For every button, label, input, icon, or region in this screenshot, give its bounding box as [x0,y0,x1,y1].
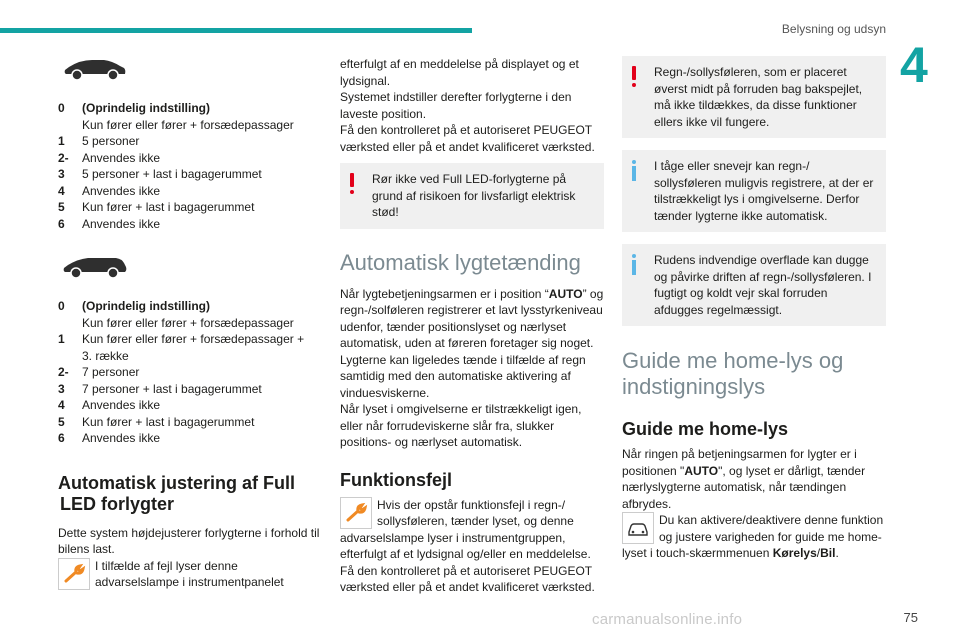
malfunction-row [340,497,604,563]
list-item [58,348,320,365]
list-value: Kun fører eller fører + forsædepassager [82,117,294,132]
list-value: 3. række [82,348,129,363]
list-key: 3 [58,167,65,181]
list-item [58,381,320,398]
list-item [58,397,320,414]
warning-box-sensor [622,56,886,138]
list-key: 1 [58,134,65,148]
info-box-condensation [622,244,886,326]
wrench-warning-icon [58,558,90,590]
list-value: Kun fører + last i bagagerummet [82,414,255,429]
heading-line-1: Automatisk justering af Full [58,472,296,493]
list-key: 6 [58,431,65,445]
list-value: Anvendes ikke [82,431,161,445]
exclamation-icon [631,66,637,88]
heading-line-2: indstigningslys [622,374,766,399]
malfunction-text: Hvis der opstår funktionsfejl i regn-/ sollysføleren, tænder lyset, og denne advarselslampe lyser i instrumentgruppen, efterfulgt af et lydsignal og/eller en meddelelse. [340,497,591,561]
car-settings-icon [622,512,654,544]
list-value: Anvendes ikke [82,216,161,231]
heading-full-led [58,473,320,515]
list-key: 0 [58,299,65,313]
list-item [58,430,320,447]
list-key: 5 [58,414,65,429]
section-title: Belysning og udsyn [781,22,886,36]
paragraph-workshop: Få den kontrolleret på et autoriseret PEUGEOT værksted eller på et andet kvalificeret værksted. [340,123,595,154]
list-value: (Oprindelig indstilling) [82,299,210,313]
subheading-guide-me-home: Guide me home-lys [622,419,789,439]
warning-text: Rør ikke ved Full LED-forlygterne på grund af risikoen for livsfarligt elektrisk stød! [372,172,576,219]
list-key: 4 [58,398,65,412]
paragraph-malfunction-workshop: Få den kontrolleret på et autoriseret PEUGEOT værksted eller på et andet kvalificeret værksted. [340,563,595,594]
list-item [58,331,320,348]
guide-setting-row: Du kan aktivere/deaktivere denne funktion og justere varigheden for guide me home-lyset i touch-skærmmenuen Kørelys/Bil. [622,513,884,560]
fault-lamp-text: I tilfælde af fejl lyser denne advarselslampe i instrumentpanelet [95,558,284,589]
column-middle [340,56,604,596]
list-value: Kun fører + last i bagagerummet [82,200,255,214]
list-key: 3 [58,381,65,396]
list-item [58,100,320,117]
warning-box-electric [340,163,604,229]
paragraph-guide-1: Når ringen på betjeningsarmen for lygter er i positionen "AUTO", og lyset er dårligt, tænder nærlyslygterne automatisk, når tændingen afbrydes. [622,447,866,511]
paragraph-lowest-position: Systemet indstiller derefter forlygterne i den laveste position. [340,90,572,121]
heading-guide-me-home [622,348,886,400]
fault-lamp-row [58,558,320,591]
list-item [58,166,320,183]
info-text: I tåge eller snevejr kan regn-/ sollysføleren muligvis registrere, at der er tilstrækkeligt lys i omgivelserne. Derfor tænder lygterne ikke automatisk. [654,159,874,223]
list-value: (Oprindelig indstilling) [82,101,210,115]
list-key: 5 [58,200,65,214]
wrench-warning-icon [340,497,372,529]
watermark: carmanualsonline.info [592,611,743,628]
heading-line-1: Guide me home-lys og [622,348,844,373]
suv-5-seat-icon [60,56,130,82]
menu-path-1: Kørelys [772,546,817,560]
list-item [58,150,320,167]
list-value: Anvendes ikke [82,183,161,198]
list-value: Anvendes ikke [82,150,161,165]
heading-malfunction: Funktionsfejl [340,469,452,490]
heading-auto-lights: Automatisk lygtetænding [340,249,581,275]
list-value: Anvendes ikke [82,398,161,412]
info-icon [631,254,637,276]
list-item [58,183,320,200]
paragraph-continued: efterfulgt af en meddelelse på displayet og et lydsignal. [340,57,579,88]
warning-text: Regn-/sollysføleren, som er placeret øverst midt på forruden bag bakspejlet, må ikke tildækkes, da disse funktioner ellers ikke vil fungere. [654,65,863,129]
list-item [58,414,320,431]
list-key: 1 [58,332,65,346]
list-value: Kun fører eller fører + forsædepassager [82,315,294,330]
list-value: Kun fører eller fører + forsædepassager + [82,332,305,346]
list-item [58,298,320,315]
list-key: 0 [58,101,65,115]
load-list-7-seat [58,298,320,447]
list-value: 5 personer + last i bagagerummet [82,167,262,181]
list-key [58,315,82,332]
page-number: 75 [903,610,918,625]
info-icon [631,160,637,182]
list-key: 4 [58,183,65,198]
suv-7-seat-icon [60,254,130,280]
paragraph-auto-2: Når lyset i omgivelserne er tilstrækkeligt igen, eller når forrudeviskerne slår fra, slukker positions- og nærlyset automatisk. [340,402,582,449]
list-key [58,117,82,134]
load-list-5-seat [58,100,320,232]
list-value: 5 personer [82,134,140,148]
chapter-number: 4 [900,37,928,93]
header-accent-bar [0,28,472,33]
list-key: 2- [58,150,69,165]
heading-line-2: LED forlygter [60,493,175,514]
guide-setting-text: Du kan aktivere/deaktivere denne funktion og justere varigheden for guide me home-lyset i touch-skærmmenuen [622,513,884,560]
exclamation-icon [349,173,355,195]
list-value: 7 personer [82,365,140,379]
list-key: 6 [58,216,65,231]
list-item [58,216,320,233]
list-item [58,199,320,216]
paragraph-auto-1: Når lygtebetjeningsarmen er i position “AUTO” og regn-/solføleren registrerer et lavt lysstyrkeniveau udenfor, tænder positionslyset og nærlyset automatisk, uden at føreren foretager sig noget. Lygterne kan ligeledes tænde i tilfælde af regn samtidig med den automatiske aktivering af vinduesviskerne. [340,286,604,400]
column-right [622,56,886,562]
list-value: 7 personer + last i bagagerummet [82,381,262,396]
paragraph-intro: Dette system højdejusterer forlygterne i forhold til bilens last. [58,525,320,556]
menu-path-2: Bil [820,546,836,560]
list-key: 2- [58,365,69,379]
list-item [58,133,320,150]
info-text: Rudens indvendige overflade kan dugge og påvirke driften af regn-/sollysføleren. I fugtigt og koldt vejr skal forruden afdugges regelmæssigt. [654,253,872,317]
info-box-fog [622,150,886,232]
list-item [58,117,320,134]
column-left [58,56,320,591]
list-item [58,315,320,332]
list-item [58,364,320,381]
list-key [58,348,82,365]
